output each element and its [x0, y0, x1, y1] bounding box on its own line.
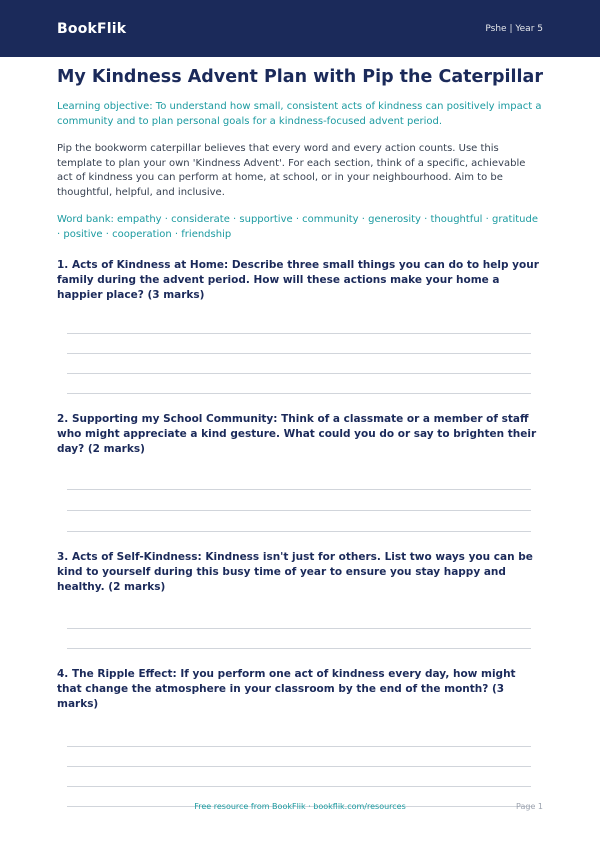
subject-year-label: Pshe | Year 5	[485, 23, 543, 34]
answer-line[interactable]	[67, 648, 531, 649]
question-block-2	[57, 412, 543, 532]
question-text: 4. The Ripple Effect: If you perform one act of kindness every day, how might that change the atmosphere in your classroom by the end of the month? (3 marks)	[57, 668, 516, 710]
answer-lines[interactable]	[67, 489, 531, 532]
answer-lines[interactable]	[67, 333, 531, 394]
answer-line[interactable]	[67, 393, 531, 394]
brand-logo[interactable]: BookFlik	[57, 20, 127, 37]
question-block-4	[57, 667, 543, 807]
page-number: Page 1	[516, 802, 543, 811]
answer-line[interactable]	[67, 628, 531, 629]
answer-line[interactable]	[67, 746, 531, 747]
answer-lines[interactable]	[67, 746, 531, 807]
answer-line[interactable]	[67, 510, 531, 511]
answer-line[interactable]	[67, 766, 531, 767]
question-text: 2. Supporting my School Community: Think of a classmate or a member of staff who might appreciate a kind gesture. What could you do or say to brighten their day? (2 marks)	[57, 413, 537, 455]
answer-line[interactable]	[67, 373, 531, 374]
word-bank: Word bank: empathy · considerate · supportive · community · generosity · thoughtful · gratitude · positive · cooperation · friendship	[57, 214, 539, 240]
worksheet-content	[57, 66, 543, 807]
answer-lines[interactable]	[67, 628, 531, 649]
intro-paragraph: Pip the bookworm caterpillar believes that every word and every action counts. Use this template to plan your own 'Kindness Advent'. For each section, think of a specific, achievable act of kindness you can perform at home, at school, or in your neighbourhood. Aim to be thoughtful, helpful, and inclusive.	[57, 143, 526, 198]
answer-line[interactable]	[67, 489, 531, 490]
question-text: 3. Acts of Self-Kindness: Kindness isn't just for others. List two ways you can be kind to yourself during this busy time of year to ensure you stay happy and healthy. (2 marks)	[57, 551, 533, 593]
question-text: 1. Acts of Kindness at Home: Describe three small things you can do to help your family during the advent period. How will these actions make your home a happier place? (3 marks)	[57, 259, 539, 301]
footer	[57, 802, 543, 814]
answer-line[interactable]	[67, 531, 531, 532]
page-title: My Kindness Advent Plan with Pip the Caterpillar	[57, 67, 543, 87]
learning-objective: Learning objective: To understand how small, consistent acts of kindness can positively impact a community and to plan personal goals for a kindness-focused advent period.	[57, 101, 542, 127]
footer-link[interactable]: Free resource from BookFlik · bookflik.com/resources	[194, 802, 406, 811]
question-block-3	[57, 550, 543, 649]
question-block-1	[57, 258, 543, 394]
answer-line[interactable]	[67, 353, 531, 354]
header-bar	[0, 0, 600, 57]
answer-line[interactable]	[67, 786, 531, 787]
answer-line[interactable]	[67, 333, 531, 334]
